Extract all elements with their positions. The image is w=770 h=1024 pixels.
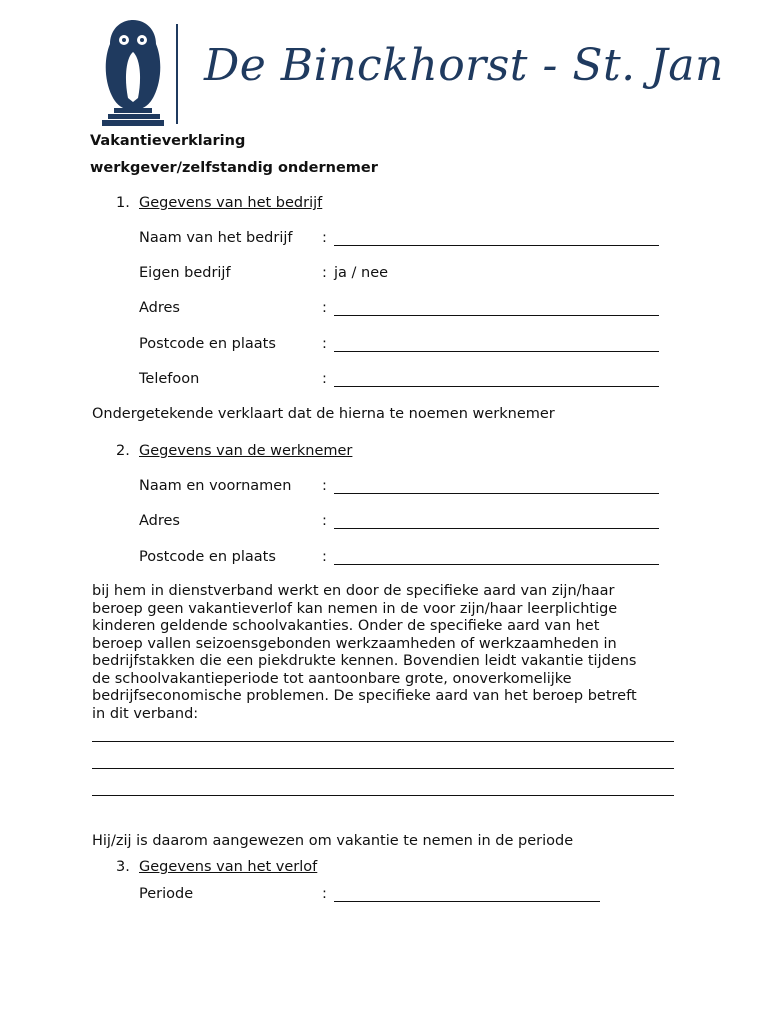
section1-heading: Gegevens van het bedrijf [139, 195, 323, 211]
profession-description-line-3[interactable] [92, 793, 674, 796]
paragraph-line: bij hem in dienstverband werkt en door de specifieke aard van zijn/haar [92, 583, 615, 599]
period-statement: Hij/zij is daarom aangewezen om vakantie te nemen in de periode [92, 833, 574, 849]
document-subtitle: werkgever/zelfstandig ondernemer [90, 160, 378, 176]
field-colon: : [322, 336, 327, 352]
field-colon: : [322, 886, 327, 902]
employee-name-field[interactable] [334, 479, 659, 494]
paragraph-line: beroep vallen seizoensgebonden werkzaamheden of werkzaamheden in [92, 635, 617, 652]
section2-number: 2. [116, 443, 130, 459]
field-colon: : [322, 513, 327, 529]
logo-text: De Binckhorst - St. Jan [204, 40, 724, 91]
company-address-field[interactable] [334, 301, 659, 316]
field-label-period: Periode [139, 886, 194, 902]
field-label-phone: Telefoon [139, 371, 200, 387]
field-colon: : [322, 230, 327, 246]
field-colon: : [322, 265, 327, 281]
owl-icon [100, 18, 166, 128]
paragraph-line: beroep geen vakantieverlof kan nemen in de voor zijn/haar leerplichtige [92, 600, 618, 617]
employee-postcode-field[interactable] [334, 550, 659, 565]
paragraph-line: bedrijfseconomische problemen. De specifieke aard van het beroep betreft [92, 688, 637, 704]
field-label-company-name: Naam van het bedrijf [139, 230, 293, 246]
employee-address-field[interactable] [334, 514, 659, 529]
company-phone-field[interactable] [334, 372, 659, 387]
statement-text: Ondergetekende verklaart dat de hierna te noemen werknemer [92, 406, 555, 422]
field-label-employee-postcode: Postcode en plaats [139, 549, 276, 565]
field-label-employee-address: Adres [139, 513, 180, 529]
field-colon: : [322, 478, 327, 494]
logo-divider [176, 24, 178, 124]
company-postcode-field[interactable] [334, 337, 659, 352]
paragraph-line: in dit verband: [92, 705, 199, 722]
field-label-employee-name: Naam en voornamen [139, 478, 292, 494]
paragraph-line: de schoolvakantieperiode tot aantoonbare grote, onoverkomelijke [92, 670, 572, 687]
field-colon: : [322, 371, 327, 387]
own-company-options[interactable]: ja / nee [334, 265, 389, 281]
document-title: Vakantieverklaring [90, 133, 246, 149]
profession-description-line-1[interactable] [92, 739, 674, 742]
field-colon: : [322, 300, 327, 316]
company-name-field[interactable] [334, 231, 659, 246]
period-field[interactable] [334, 887, 600, 902]
section3-number: 3. [116, 859, 130, 875]
field-label-postcode: Postcode en plaats [139, 336, 276, 352]
field-colon: : [322, 549, 327, 565]
explanation-paragraph [92, 583, 692, 723]
section1-number: 1. [116, 195, 130, 211]
paragraph-line: kinderen geldende schoolvakanties. Onder de specifieke aard van het [92, 618, 600, 634]
section2-heading: Gegevens van de werknemer [139, 443, 353, 459]
paragraph-line: bedrijfstakken die een piekdrukte kennen. Bovendien leidt vakantie tijdens [92, 653, 637, 669]
profession-description-line-2[interactable] [92, 766, 674, 769]
section3-heading: Gegevens van het verlof [139, 859, 318, 875]
field-label-own-company: Eigen bedrijf [139, 265, 231, 281]
field-label-address: Adres [139, 300, 180, 316]
